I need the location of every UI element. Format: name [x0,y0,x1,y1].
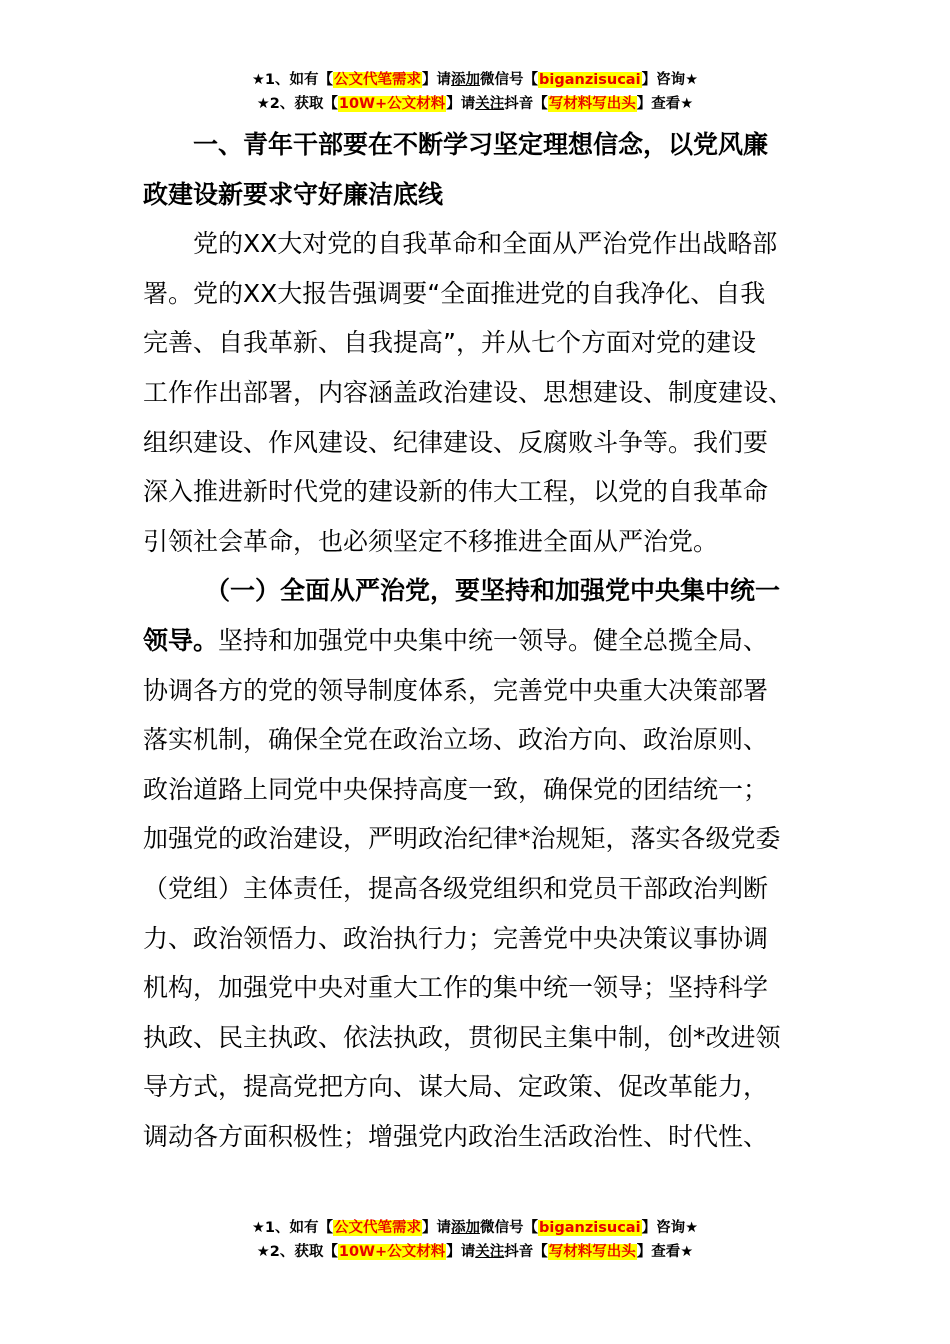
banner-text: 微信号【 [480,72,539,88]
underlined-text: 关注 [475,1244,505,1260]
paragraph-line: 落实机制，确保全党在政治立场、政治方向、政治原则、 [143,725,769,755]
paragraph-line: 完善、自我革新、自我提高”，并从七个方面对党的建设 [143,328,756,358]
paragraph-line: 调动各方面积极性；增强党内政治生活政治性、时代性、 [143,1121,769,1151]
paragraph-line: （党组）主体责任，提高各级党组织和党员干部政治判断 [143,873,769,903]
paragraph-line: 党的XX大对党的自我革命和全面从严治党作出战略部 [193,229,778,259]
underlined-text: 关注 [475,96,505,112]
paragraph-line: 力、政治领悟力、政治执行力；完善党中央决策议事协调 [143,923,769,953]
paragraph-line: 引领社会革命，也必须坚定不移推进全面从严治党。 [143,526,719,556]
banner-text: ★1、如有【 [251,1220,334,1236]
highlight-materials: 10W+公文材料 [338,96,446,112]
highlight-service: 公文代笔需求 [334,1220,422,1236]
banner-text: 】咨询★ [641,72,699,88]
header-banner [0,68,950,116]
highlight-wechat-id: biganzisucai [539,72,641,88]
paragraph-line: 协调各方的党的领导制度体系，完善党中央重大决策部署 [143,675,769,705]
banner-text: 】请 [422,1220,452,1236]
banner-text: 】查看★ [636,96,694,112]
subsection-heading-end: 领导。 [143,625,219,655]
banner-line-1 [0,68,950,92]
banner-text: 】请 [446,1244,476,1260]
banner-text: 】咨询★ [641,1220,699,1236]
paragraph-line: 执政、民主执政、依法执政，贯彻民主集中制，创*改进领 [143,1022,781,1052]
banner-text: ★2、获取【 [256,96,338,112]
paragraph-line: 加强党的政治建设，严明政治纪律*治规矩，落实各级党委 [143,824,781,854]
highlight-douyin-account: 写材料写出头 [548,1244,636,1260]
subsection-heading: （一）全面从严治党，要坚持和加强党中央集中统一 [205,576,781,606]
banner-line-1 [0,1216,950,1240]
highlight-douyin-account: 写材料写出头 [548,96,636,112]
banner-text: ★1、如有【 [251,72,334,88]
banner-text: 抖音【 [504,96,548,112]
footer-banner [0,1216,950,1264]
banner-line-2 [0,1240,950,1264]
paragraph-line: 政治道路上同党中央保持高度一致，确保党的团结统一； [143,774,769,804]
paragraph-line: 署。党的XX大报告强调要“全面推进党的自我净化、自我 [143,278,766,308]
banner-text: 微信号【 [480,1220,539,1236]
paragraph-line: 深入推进新时代党的建设新的伟大工程，以党的自我革命 [143,477,769,507]
section-heading: 政建设新要求守好廉洁底线 [143,179,444,209]
paragraph-line [143,616,811,666]
banner-text: 】查看★ [636,1244,694,1260]
document-body [143,120,811,1161]
banner-line-2 [0,92,950,116]
banner-text: ★2、获取【 [256,1244,338,1260]
paragraph-line: 组织建设、作风建设、纪律建设、反腐败斗争等。我们要 [143,427,769,457]
underlined-text: 添加 [451,72,481,88]
section-heading: 一、青年干部要在不断学习坚定理想信念，以党风廉 [193,130,769,159]
paragraph-line: 导方式，提高党把方向、谋大局、定政策、促改革能力， [143,1072,769,1102]
highlight-wechat-id: biganzisucai [539,1220,641,1236]
underlined-text: 添加 [451,1220,481,1236]
paragraph-line: 机构，加强党中央对重大工作的集中统一领导；坚持科学 [143,973,769,1003]
highlight-service: 公文代笔需求 [334,72,422,88]
banner-text: 抖音【 [504,1244,548,1260]
banner-text: 】请 [446,96,476,112]
banner-text: 】请 [422,72,452,88]
paragraph-line: 工作作出部署，内容涵盖政治建设、思想建设、制度建设、 [143,377,794,407]
paragraph-text: 坚持和加强党中央集中统一领导。健全总揽全局、 [218,625,769,655]
highlight-materials: 10W+公文材料 [338,1244,446,1260]
